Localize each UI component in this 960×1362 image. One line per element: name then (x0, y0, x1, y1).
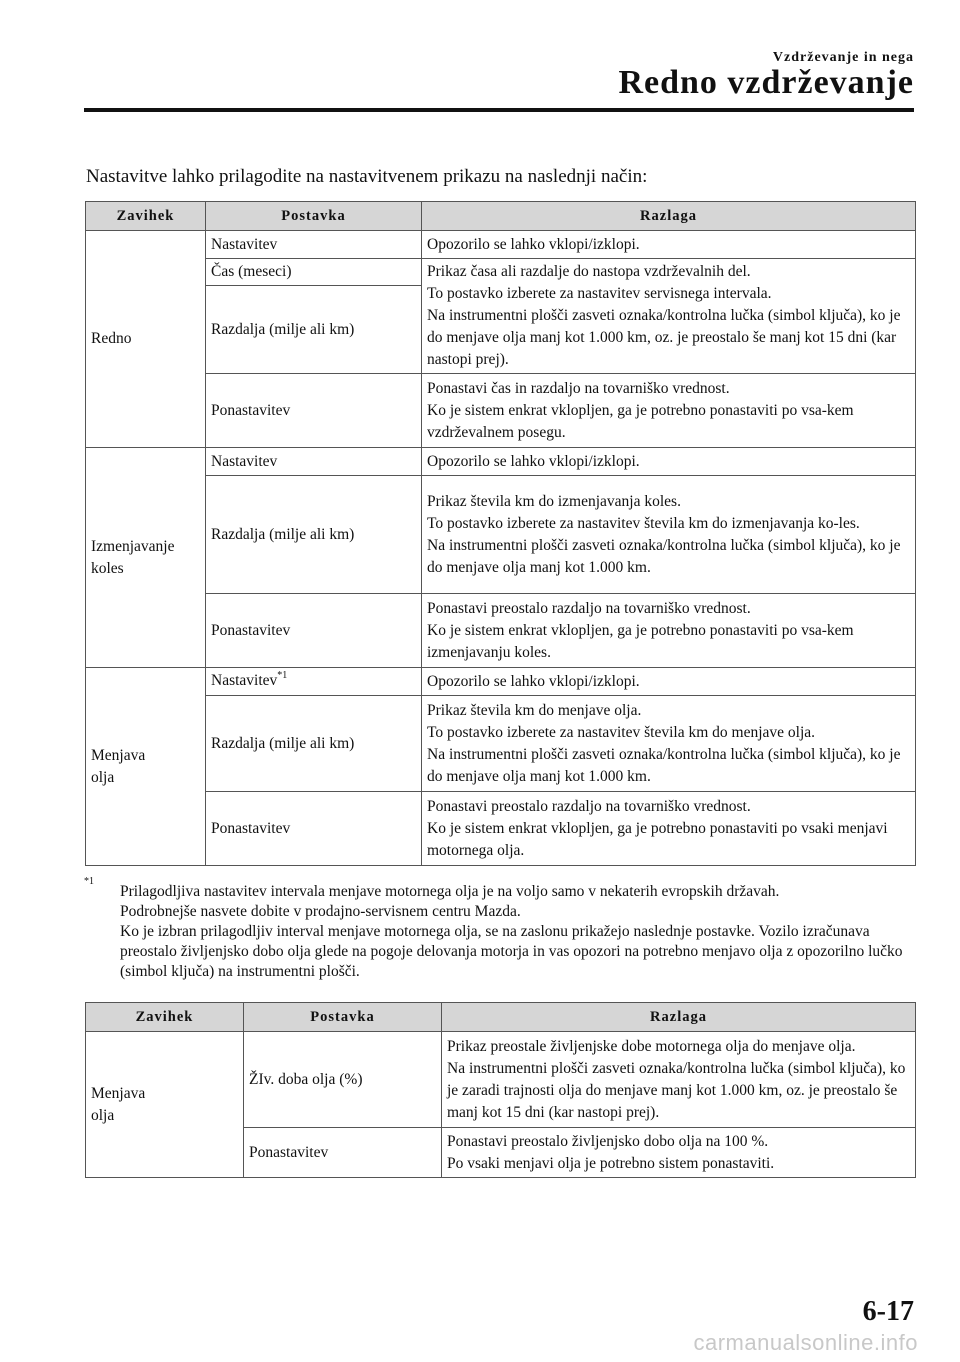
item-cell: Ponastavitev (244, 1128, 442, 1178)
table-row (86, 792, 916, 866)
col-header-item: Postavka (206, 202, 422, 231)
desc-cell: Ponastavi čas in razdaljo na tovarniško vrednost. Ko je sistem enkrat vklopljen, ga je potrebno ponastaviti po vsa-kem vzdrževalnem posegu. (422, 374, 916, 448)
header-rule (84, 108, 914, 112)
footnote: *1 Prilagodljiva nastavitev intervala menjave motornega olja je na voljo samo v nekaterih evropskih državah. Podrobnejše nasvete dobite v prodajno-servisnem centru Mazda. Ko je izbran prilagodljiv interval menjave motornega olja, se na zaslonu prikažejo naslednje postavke. Vozilo izračunava preostalo življenjsko dobo olja glede na pogoje delovanja motorja in vas opozori na potrebno menjavo olja z opozorilno lučko (simbol ključa) na instrumentni plošči. (84, 882, 916, 982)
table-row (86, 448, 916, 476)
tab-cell: Redno (86, 231, 206, 448)
item-cell: Razdalja (milje ali km) (206, 286, 422, 374)
item-cell: Čas (meseci) (206, 259, 422, 286)
watermark: carmanualsonline.info (693, 1330, 918, 1355)
item-cell: Nastavitev (206, 231, 422, 259)
table-row (86, 374, 916, 448)
footnote-ref: *1 (277, 670, 288, 681)
col-header-tab: Zavihek (86, 1003, 244, 1032)
table-row (86, 668, 916, 696)
desc-cell: Opozorilo se lahko vklopi/izklopi. (422, 448, 916, 476)
table-row (86, 594, 916, 668)
item-label: Nastavitev (211, 672, 278, 689)
item-cell: Ponastavitev (206, 594, 422, 668)
desc-cell: Ponastavi preostalo življenjsko dobo olja na 100 %. Po vsaki menjavi olja je potrebno sistem ponastaviti. (442, 1128, 916, 1178)
desc-cell: Ponastavi preostalo razdaljo na tovarniško vrednost. Ko je sistem enkrat vklopljen, ga je potrebno ponastaviti po vsaki menjavi motornega olja. (422, 792, 916, 866)
col-header-desc: Razlaga (442, 1003, 916, 1032)
table-row (86, 231, 916, 259)
desc-cell: Ponastavi preostalo razdaljo na tovarniško vrednost. Ko je sistem enkrat vklopljen, ga je potrebno ponastaviti po vsa-kem izmenjavanju koles. (422, 594, 916, 668)
item-cell: Ponastavitev (206, 374, 422, 448)
tab-cell: Menjava olja (86, 668, 206, 866)
page-title: Redno vzdrževanje (618, 64, 914, 101)
item-cell: Nastavitev (206, 448, 422, 476)
item-cell: Razdalja (milje ali km) (206, 696, 422, 792)
item-cell: Ponastavitev (206, 792, 422, 866)
item-cell: ŽIv. doba olja (%) (244, 1032, 442, 1128)
desc-cell: Prikaz števila km do izmenjavanja koles. To postavko izberete za nastavitev števila km do izmenjavanja ko-les. Na instrumentni plošči zasveti oznaka/kontrolna lučka (simbol ključa), ko je do menjave olja manj kot 1.000 km. (422, 476, 916, 594)
table-row (86, 476, 916, 594)
settings-table (85, 201, 916, 866)
desc-cell: Prikaz števila km do menjave olja. To postavko izberete za nastavitev števila km do menjave olja. Na instrumentni plošči zasveti oznaka/kontrolna lučka (simbol ključa), ko je do menjave olja manj kot 1.000 km. (422, 696, 916, 792)
tab-cell: Menjava olja (86, 1032, 244, 1178)
oil-life-table (85, 1002, 916, 1178)
section-label: Vzdrževanje in nega (772, 50, 914, 65)
item-cell (206, 668, 422, 696)
desc-cell: Opozorilo se lahko vklopi/izklopi. (422, 231, 916, 259)
table-row (86, 259, 916, 286)
col-header-item: Postavka (244, 1003, 442, 1032)
item-cell: Razdalja (milje ali km) (206, 476, 422, 594)
desc-cell: Prikaz časa ali razdalje do nastopa vzdrževalnih del. To postavko izberete za nastavitev servisnega intervala. Na instrumentni plošči zasveti oznaka/kontrolna lučka (simbol ključa), ko je do menjave olja manj kot 1.000 km, oz. je preostalo še manj kot 15 dni (kar nastopi prej). (422, 259, 916, 374)
table-row (86, 696, 916, 792)
tab-cell: Izmenjavanje koles (86, 448, 206, 668)
intro-text: Nastavitve lahko prilagodite na nastavitvenem prikazu na naslednji način: (86, 166, 648, 187)
table-row (86, 1032, 916, 1128)
col-header-desc: Razlaga (422, 202, 916, 231)
col-header-tab: Zavihek (86, 202, 206, 231)
page-number: 6-17 (862, 1296, 914, 1327)
desc-cell: Prikaz preostale življenjske dobe motornega olja do menjave olja. Na instrumentni plošči zasveti oznaka/kontrolna lučka (simbol ključa), ko je zaradi trajnosti olja do menjave manj kot 1.000 km, oz. je preostalo še manj kot 15 dni (kar nastopi prej). (442, 1032, 916, 1128)
footnote-text: Prilagodljiva nastavitev intervala menjave motornega olja je na voljo samo v nekaterih evropskih državah. Podrobnejše nasvete dobite v prodajno-servisnem centru Mazda. Ko je izbran prilagodljiv interval menjave motornega olja, se na zaslonu prikažejo naslednje postavke. Vozilo izračunava preostalo življenjsko dobo olja glede na pogoje delovanja motorja in vas opozori na potrebno menjavo olja z opozorilno lučko (simbol ključa) na instrumentni plošči. (120, 883, 903, 980)
desc-cell: Opozorilo se lahko vklopi/izklopi. (422, 668, 916, 696)
